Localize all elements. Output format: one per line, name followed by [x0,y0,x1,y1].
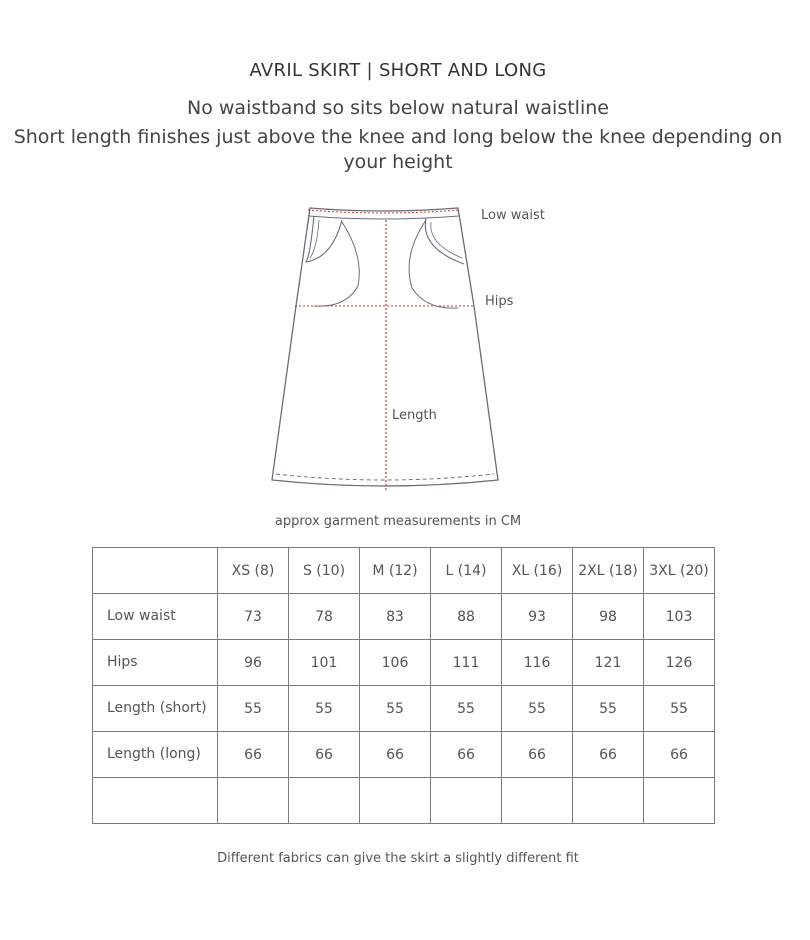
table-cell: 78 [289,594,360,640]
table-cell: 93 [502,594,573,640]
size-header: L (14) [431,548,502,594]
measurement-caption: approx garment measurements in CM [274,514,522,529]
skirt-diagram [262,196,582,506]
table-cell: 66 [644,732,715,778]
table-row-empty [93,778,715,824]
table-cell: 73 [218,594,289,640]
table-row [93,686,715,732]
table-cell: 55 [431,686,502,732]
table-cell: 126 [644,640,715,686]
table-cell: 55 [289,686,360,732]
skirt-outline [272,208,498,486]
table-cell: 55 [360,686,431,732]
table-cell: 121 [573,640,644,686]
skirt-illustration [262,196,582,506]
row-label: Low waist [93,594,218,640]
table-cell: 116 [502,640,573,686]
size-chart-table [92,547,715,824]
hem-stitch [276,474,494,480]
table-cell: 111 [431,640,502,686]
fit-disclaimer: Different fabrics can give the skirt a slightly different fit [217,851,579,866]
subtitle-waistline: No waistband so sits below natural waistline [187,97,609,119]
table-cell: 66 [573,732,644,778]
table-cell: 55 [502,686,573,732]
table-cell: 96 [218,640,289,686]
table-row [93,640,715,686]
table-cell: 98 [573,594,644,640]
table-cell: 106 [360,640,431,686]
right-pocket-bag [409,220,458,308]
size-header: XS (8) [218,548,289,594]
table-cell [360,778,431,824]
size-header: XL (16) [502,548,573,594]
table-cell: 83 [360,594,431,640]
row-label: Length (short) [93,686,218,732]
table-cell [93,778,218,824]
table-cell: 66 [431,732,502,778]
table-cell: 66 [218,732,289,778]
table-row [93,732,715,778]
table-cell: 103 [644,594,715,640]
row-label: Hips [93,640,218,686]
table-row [93,594,715,640]
size-header: M (12) [360,548,431,594]
size-header: 2XL (18) [573,548,644,594]
table-cell [289,778,360,824]
table-cell [431,778,502,824]
row-label: Length (long) [93,732,218,778]
table-cell: 66 [502,732,573,778]
table-cell: 55 [218,686,289,732]
table-cell [573,778,644,824]
table-cell: 66 [360,732,431,778]
low-waist-label: Low waist [481,208,545,223]
length-label: Length [392,408,437,423]
table-cell [644,778,715,824]
table-cell: 55 [573,686,644,732]
table-cell: 55 [644,686,715,732]
table-corner-cell [93,548,218,594]
table-cell [218,778,289,824]
hips-label: Hips [485,294,514,309]
table-header-row [93,548,715,594]
waist-seam [309,216,459,219]
page-title: AVRIL SKIRT | SHORT AND LONG [249,60,547,81]
table-cell: 101 [289,640,360,686]
table-cell [502,778,573,824]
table-cell: 88 [431,594,502,640]
subtitle-length: Short length finishes just above the knee and long below the knee depending on your height [13,126,783,173]
table-cell: 66 [289,732,360,778]
size-header: 3XL (20) [644,548,715,594]
size-header: S (10) [289,548,360,594]
